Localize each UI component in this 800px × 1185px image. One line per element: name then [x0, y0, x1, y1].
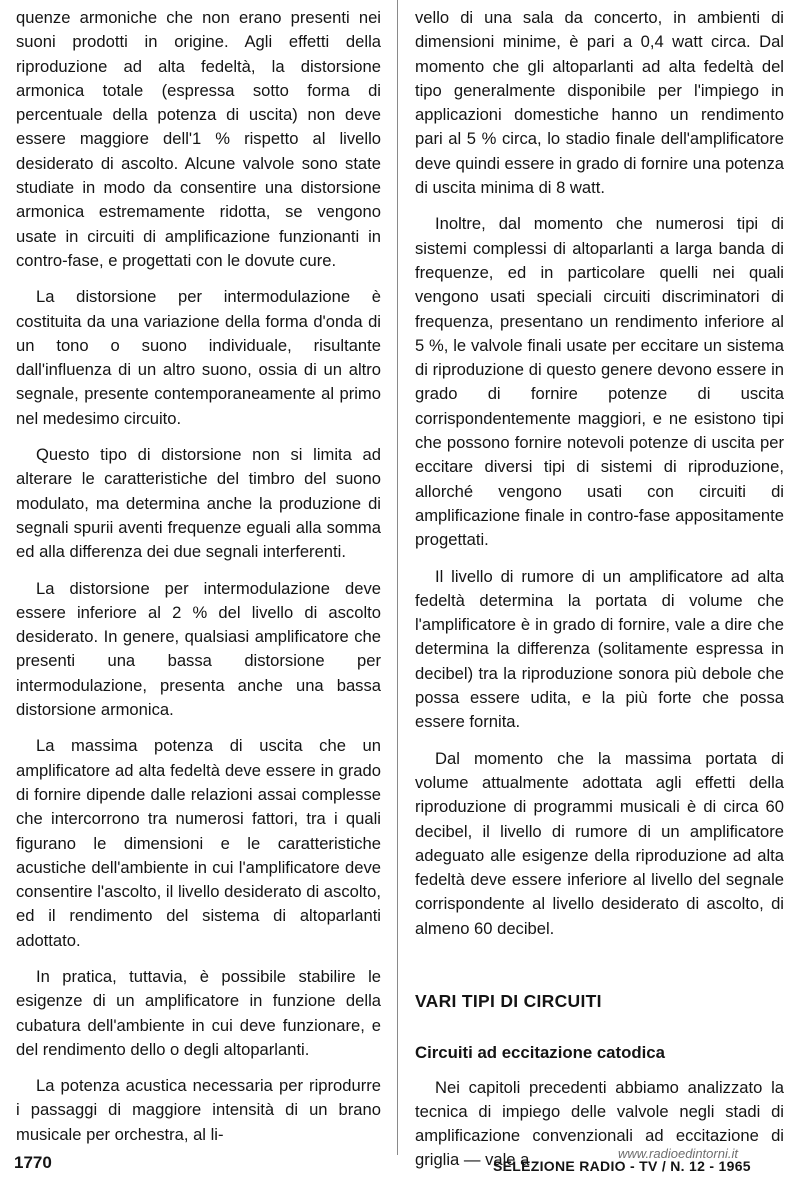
paragraph: vello di una sala da concerto, in ambienti di dimensioni minime, è pari a 0,4 watt circa. Dal momento che gli altoparlanti ad alta fedeltà del tipo generalmente disponibile per l'impiego in applicazioni domestiche hanno un rendimento pari al 5 % circa, lo stadio finale dell'amplificatore deve quindi essere in grado di fornire una potenza di uscita minima di 8 watt. — [415, 8, 785, 198]
subsection-heading: Circuiti ad eccitazione catodica — [415, 1043, 665, 1063]
paragraph: La distorsione per intermodulazione deve essere inferiore al 2 % del livello di ascolto desiderato. In genere, qualsiasi amplificatore che presenti una bassa distorsione per intermodulazione, presenta anche una bassa distorsione armonica. — [16, 578, 381, 720]
paragraph: Dal momento che la massima portata di volume attualmente adottata agli effetti della riproduzione di programmi musicali è di circa 60 decibel, il livello di rumore di un amplificatore adeguato alle esigenze della riproduzione ad alta fedeltà deve essere inferiore al livello del segnale corrispondente al livello desiderato di ascolto, di almeno 60 decibel. — [415, 748, 784, 938]
paragraph: Nei capitoli precedenti abbiamo analizzato la tecnica di impiego delle valvole negli stadi di amplificazione convenzionali ad eccitazione di griglia — vale a — [415, 1077, 784, 1170]
watermark: www.radioedintorni.it — [618, 1146, 738, 1161]
section-heading: VARI TIPI DI CIRCUITI — [415, 990, 602, 1011]
page-number: 1770 — [14, 1153, 52, 1172]
column-divider — [397, 0, 398, 1155]
left-column — [16, 6, 381, 1159]
paragraph: In pratica, tuttavia, è possibile stabilire le esigenze di un amplificatore in funzione della cubatura dell'ambiente in cui deve funzionare, e del rendimento dello o degli altoparlanti. — [16, 966, 381, 1059]
paragraph: Il livello di rumore di un amplificatore ad alta fedeltà determina la portata di volume che l'amplificatore è in grado di fornire, vale a dire che determina la differenza (solitamente espressa in decibel) tra la riproduzione sonora più debole che possa essere udita, e la più forte che possa essere fornita. — [415, 566, 784, 732]
paragraph: Inoltre, dal momento che numerosi tipi di sistemi complessi di altoparlanti a larga banda di frequenze, ed in particolare quelli nei quali vengono usati speciali circuiti discriminatori di frequenza, presentano un rendimento inferiore al 5 %, le valvole finali usate per eccitare un sistema di riproduzione di questo genere devono essere in grado di fornire potenze di uscita corrispondentemente maggiori, e ne esistono tipi che possono fornire notevoli potenze di uscita per eccitare diversi tipi di sistemi di riproduzione, allorché vengono usati con circuiti di amplificazione finale in contro-fase appositamente progettati. — [415, 214, 784, 550]
paragraph: La distorsione per intermodulazione è costituita da una variazione della forma d'onda di un tono o suono individuale, risultante dall'influenza di un altro suono, ossia di un altro segnale, presente contemporaneamente al primo nel medesimo circuito. — [16, 287, 381, 428]
right-column — [415, 6, 784, 1185]
paragraph: La potenza acustica necessaria per riprodurre i passaggi di maggiore intensità di un brano musicale per orchestra, al li- — [16, 1076, 381, 1144]
paragraph: quenze armoniche che non erano presenti nei suoni prodotti in origine. Agli effetti della riproduzione ad alta fedeltà, la distorsione armonica totale (espressa sotto forma di percentuale della potenza di uscita) non deve essere maggiore dell'1 % rispetto al livello desiderato di ascolto. Alcune valvole sono state studiate in modo da consentire una distorsione armonica estremamente ridotta, se vengono usate in circuiti di amplificazione funzionanti in contro-fase, e progettati con le dovute cure. — [16, 8, 381, 270]
journal-footer: SELEZIONE RADIO - TV / N. 12 - 1965 — [493, 1158, 751, 1174]
paragraph: Questo tipo di distorsione non si limita ad alterare le caratteristiche del timbro del suono modulato, ma determina anche la produzione di segnali spurii aventi frequenze eguali alla somma ed alla differenza dei due segnali interferenti. — [16, 445, 381, 562]
paragraph: La massima potenza di uscita che un amplificatore ad alta fedeltà deve essere in grado di fornire dipende dalle relazioni assai complesse che intercorrono tra numerosi fattori, tra i quali figurano le dimensioni e le caratteristiche acustiche dell'ambiente in cui l'amplificatore deve consentire l'ascolto, il livello desiderato di ascolto, ed il rendimento del sistema di altoparlanti adottato. — [16, 736, 381, 950]
